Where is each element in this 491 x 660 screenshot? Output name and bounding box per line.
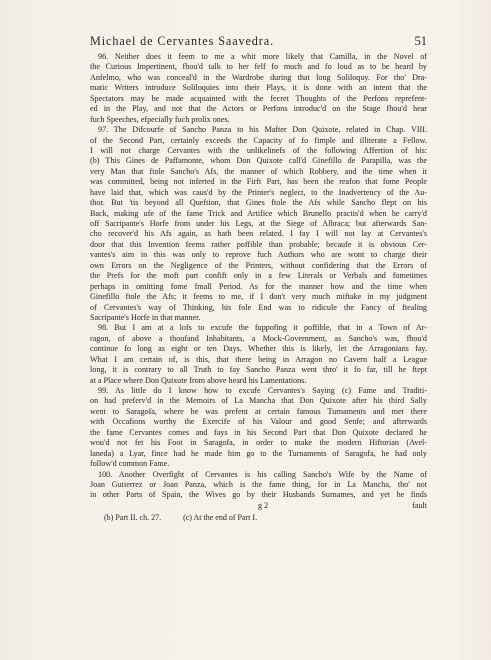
text-line: matic Writers introduce Soliloquies into their Plays, it is done with an intent that the (90, 83, 427, 93)
text-line: What I am certain of, is this, that there being in Arragon no Cavern half a League (90, 354, 427, 364)
text-line: door that this Invention feems rather poffible than probable; becaufe it is obvious Cer- (90, 239, 427, 249)
footnote: (c) At the end of Part I. (183, 513, 258, 523)
text-line: Joan Gutierrez or Joan Panza, which is the fame thing, for in La Mancha, tho' not (90, 479, 427, 489)
text-line: Anfelmo, who was conceal'd in the Wardrobe during that long Soliloquy. For tho' Dra- (90, 72, 427, 82)
text-line: the Prefs for the moft part confift only in a few Literals or Verbals and fometimes (90, 271, 427, 281)
text-line: continue fo long as eight or ten Days. Whether this is likely, let the Arragonians fay. (90, 344, 427, 354)
text-line: 96. Neither does it feem to me a whit more likely that Camilla, in the Novel of (98, 52, 427, 61)
text-line: 98. But I am at a lofs to excufe the fuppofing it poffible, that in a Town of Ar- (98, 323, 427, 333)
text-line: follow'd common Fame. (90, 459, 170, 469)
text-line: Sacripante's Horfe in that manner. (90, 312, 201, 322)
text-line: on had preferv'd in the Memoirs of La Mancha that Don Quixote after his third Sally (90, 396, 427, 406)
text-line: 97. The Difcourfe of Sancho Panza to his Mafter Don Quixote, related in Chap. VIII. (98, 125, 427, 135)
text-line: was committed, being not inferted in the Firft Part, has been the reafon that fome People (90, 177, 427, 187)
text-line: thor. But 'tis beyond all Queftion, that Gines ftole the Afs while Sancho flept on his (90, 198, 427, 208)
text-line: 100. Another Overfight of Cervantes is his calling Sancho's Wife by the Name of (98, 469, 427, 479)
text-line: long, it is contrary to all Truth to fay Sancho Panza went thro' it fo far, till he ftept (90, 365, 427, 375)
text-line: the fame Cervantes comes and fays in his Second Part that Don Quixote declared he (90, 427, 427, 437)
text-line: have laid that, which was caus'd by the Printer's neglect, to the Inadvertency of the Au- (90, 187, 427, 197)
text-line: ragon, of above a thoufand Inhabitants, a Mock-Government, as Sancho's was, fhou'd (90, 333, 427, 343)
text-line: (b) This Gines de Paffamonte, whom Don Quixote call'd Ginefillo de Parapilla, was the (90, 156, 427, 166)
text-line: at a Place where Don Quixote from above heard his Lamentations. (90, 375, 307, 385)
text-line: went to Saragofa, where he was prefent at certain famous Turnaments and met there (90, 406, 427, 416)
signature-line (90, 501, 427, 511)
footnotes (90, 513, 427, 523)
text-line: Ginefillo ftole the Afs; it feems to me, if I don't very much miftake in my judgment (90, 292, 427, 302)
text-line: vantes's aim in this was only to reprove fuch Authors who are wont to charge their (90, 250, 427, 260)
text-line: own Errors on the Negligence of the Printers, without confidering that the Errors of (90, 260, 427, 270)
text-line: of the Second Part, certainly exceeds the Capacity of fo fimple and illiterate a Fellow. (90, 135, 427, 145)
signature-mark: g 2 (258, 500, 269, 510)
text-line: off Sacripante's Horfe from under his Legs, at the Siege of Albraca; but afterwards San- (90, 219, 427, 228)
text-line: wou'd not fet his Foot in Saragofa, in order to make the modern Hiftorian (Avel- (90, 438, 427, 448)
text-line: 99. As little do I know how to excufe Cervantes's Saying (c) Fame and Traditi- (98, 386, 427, 395)
text-line: very Man that ftole Sancho's Afs, the manner of which Robbery, and the time when it (90, 166, 427, 176)
body-text (90, 52, 427, 523)
text-line: cho recover'd his Afs again, as hath been related. I fay I will not lay at Cervantes's (90, 229, 427, 239)
text-line: with Occafions worthy the Exercife of his Valour and good Senfe; and afterwards (90, 417, 427, 427)
text-line: I will not charge Cervantes with the unlikelinefs of the following Affertion of his: (90, 145, 427, 155)
text-line: laneda) a Lyar, fince had he made him go to the Turnaments of Saragofa, he had only (90, 448, 427, 458)
footnote: (b) Part II. ch. 27. (104, 513, 162, 523)
running-title: Michael de Cervantes Saavedra. (90, 34, 275, 48)
text-line: perhaps in omitting fome fmall Period. As for the manner how and the time when (90, 281, 427, 291)
running-header (90, 34, 427, 49)
text-line: of Cervantes's way of Thinking, his fole End was to ridicule the Fancy of ftealing (90, 302, 427, 312)
text-line: fuch Speeches, efpecially fuch prolix ones. (90, 114, 230, 124)
text-line: Spectators may be made acquainted with the fecret Thoughts of the Perfons reprefent- (90, 93, 427, 103)
text-line: in other Parts of Spain, the Wives go by their Husbands Surnames, and yet he finds (90, 490, 427, 500)
page-number: 51 (414, 34, 427, 48)
text-line: Back, making ufe of the fame Trick and Artifice which Brunello practis'd when he carry'd (90, 208, 427, 218)
text-line: the Curious Impertinent, fhou'd talk to her felf fo much and fo loud as to be heard by (90, 62, 427, 72)
text-line: ed in the Play, and not that the Actors or Perfons introduc'd on the Stage fhou'd hear (90, 104, 427, 114)
catchword: fault (412, 500, 427, 510)
